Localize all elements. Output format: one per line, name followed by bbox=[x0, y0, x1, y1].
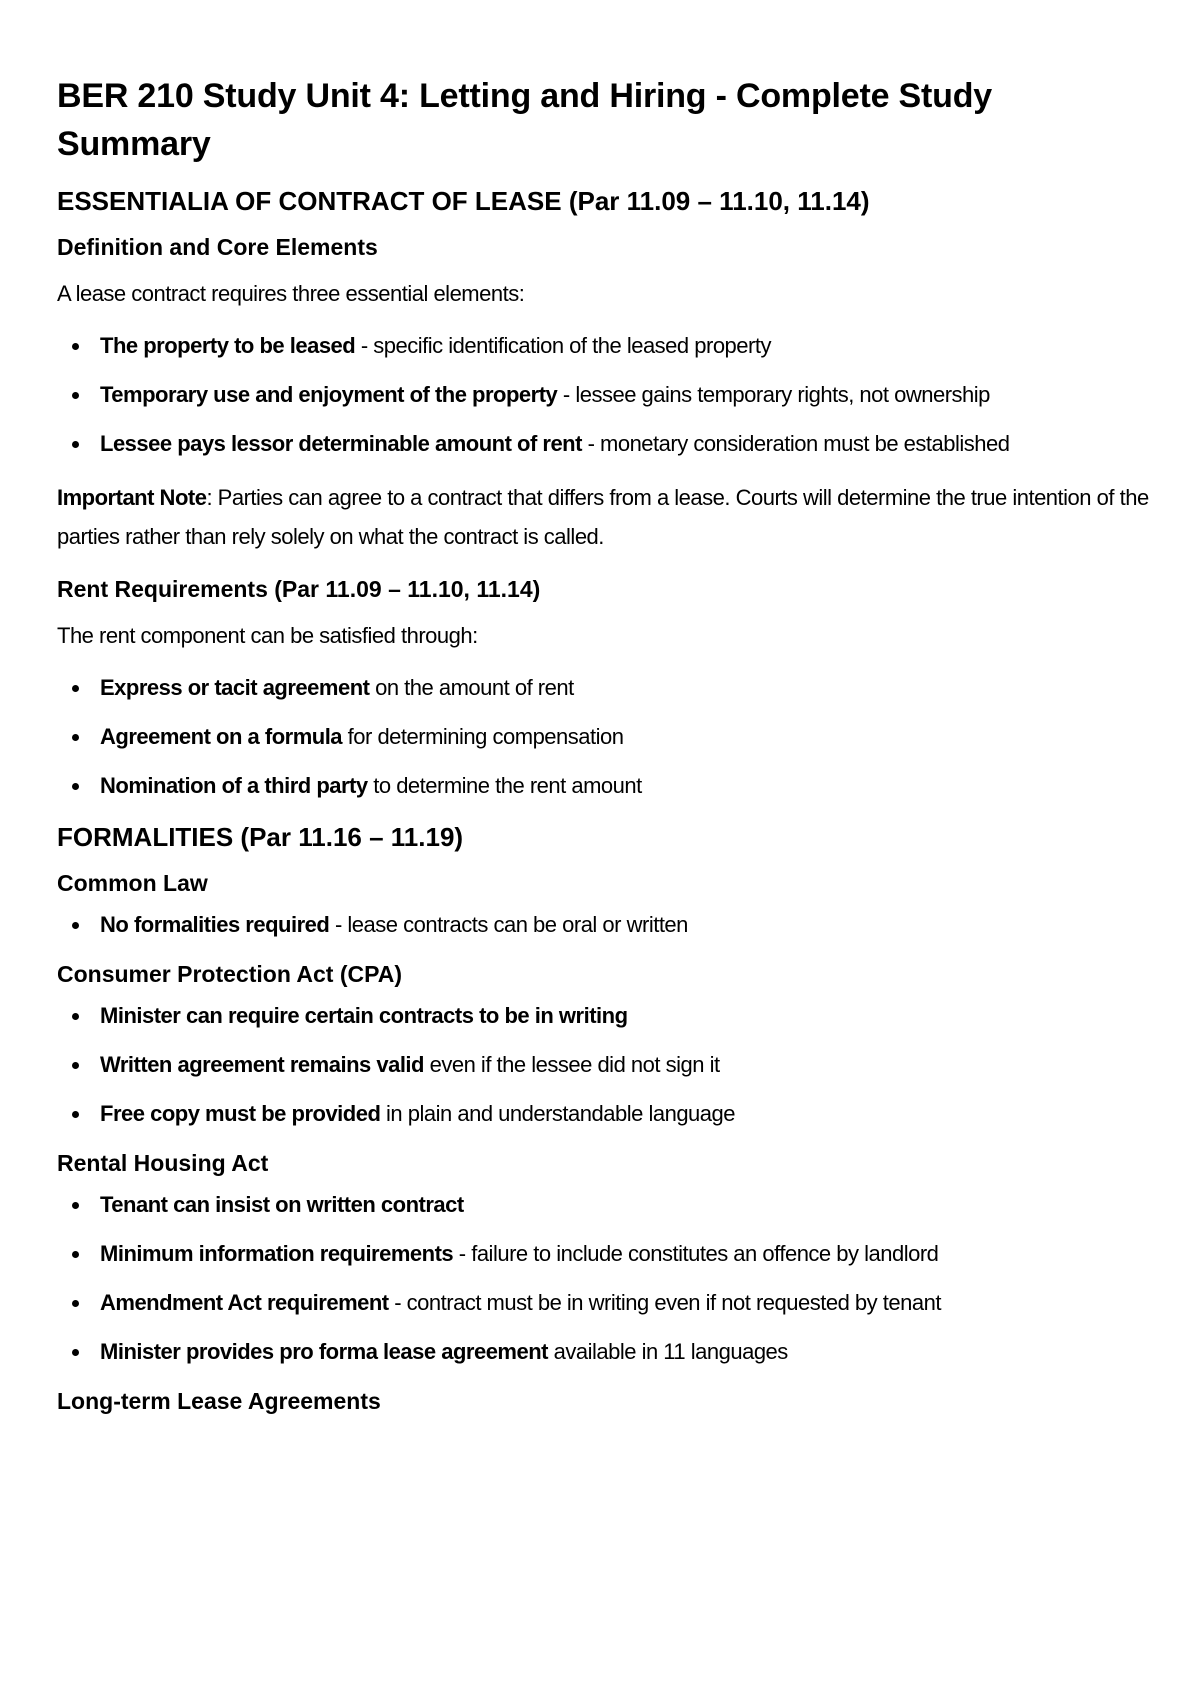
subheading-common-law: Common Law bbox=[57, 870, 208, 896]
rental-housing-list bbox=[57, 1190, 1152, 1367]
subheading-rental-housing: Rental Housing Act bbox=[57, 1150, 269, 1176]
cpa-list bbox=[57, 1001, 1152, 1129]
list-item: Free copy must be provided in plain and understandable language bbox=[57, 1099, 1152, 1129]
list-item: Minister provides pro forma lease agreement available in 11 languages bbox=[57, 1337, 1152, 1367]
subheading-rent: Rent Requirements (Par 11.09 – 11.10, 11.14) bbox=[57, 576, 541, 602]
list-item: Minimum information requirements - failure to include constitutes an offence by landlord bbox=[57, 1239, 1152, 1269]
common-law-list bbox=[57, 910, 1152, 940]
document-title: BER 210 Study Unit 4: Letting and Hiring - Complete Study Summary bbox=[57, 77, 992, 163]
subheading-cpa: Consumer Protection Act (CPA) bbox=[57, 961, 403, 987]
important-note bbox=[57, 478, 1152, 556]
definition-list bbox=[57, 331, 1152, 459]
list-item: Minister can require certain contracts to be in writing bbox=[57, 1001, 1152, 1031]
list-item: Written agreement remains valid even if the lessee did not sign it bbox=[57, 1050, 1152, 1080]
document-page bbox=[57, 72, 1152, 1428]
list-item: Tenant can insist on written contract bbox=[57, 1190, 1152, 1220]
important-note-label: Important Note bbox=[57, 485, 207, 510]
list-item: Express or tacit agreement on the amount of rent bbox=[57, 673, 1152, 703]
list-item: No formalities required - lease contracts can be oral or written bbox=[57, 910, 1152, 940]
definition-intro: A lease contract requires three essential elements: bbox=[57, 281, 525, 306]
list-item: Lessee pays lessor determinable amount of rent - monetary consideration must be established bbox=[57, 429, 1152, 459]
section-heading-essentialia: ESSENTIALIA OF CONTRACT OF LEASE (Par 11.09 – 11.10, 11.14) bbox=[57, 186, 870, 216]
list-item: The property to be leased - specific identification of the leased property bbox=[57, 331, 1152, 361]
subheading-long-term: Long-term Lease Agreements bbox=[57, 1388, 381, 1414]
list-item: Agreement on a formula for determining compensation bbox=[57, 722, 1152, 752]
section-heading-formalities: FORMALITIES (Par 11.16 – 11.19) bbox=[57, 822, 464, 852]
subheading-definition: Definition and Core Elements bbox=[57, 234, 378, 260]
important-note-text: : Parties can agree to a contract that differs from a lease. Courts will determine the true intention of the parties rather than rely solely on what the contract is called. bbox=[57, 485, 1149, 549]
rent-intro: The rent component can be satisfied through: bbox=[57, 623, 478, 648]
rent-list bbox=[57, 673, 1152, 801]
list-item: Nomination of a third party to determine the rent amount bbox=[57, 771, 1152, 801]
list-item: Temporary use and enjoyment of the property - lessee gains temporary rights, not ownership bbox=[57, 380, 1152, 410]
list-item: Amendment Act requirement - contract must be in writing even if not requested by tenant bbox=[57, 1288, 1152, 1318]
